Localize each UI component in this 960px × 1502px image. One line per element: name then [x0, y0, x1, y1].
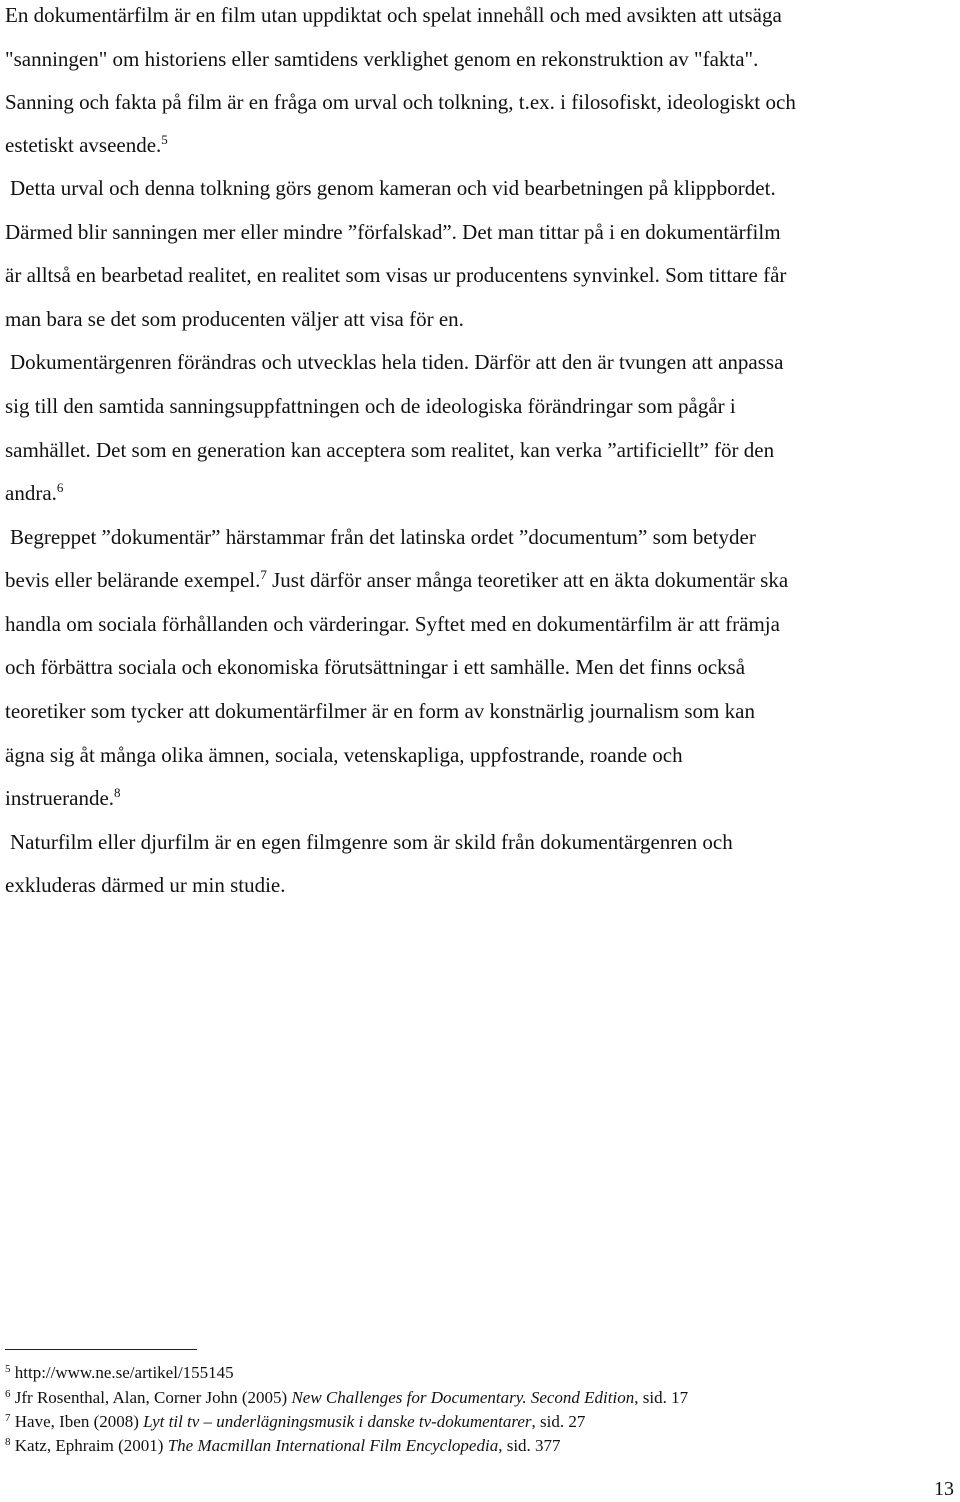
- body-line: samhället. Det som en generation kan acceptera som realitet, kan verka ”artificiellt” för den: [5, 438, 775, 462]
- body-line: exkluderas därmed ur min studie.: [5, 873, 286, 897]
- body-line: man bara se det som producenten väljer att visa för en.: [5, 307, 464, 331]
- body-line: instruerande.$^8$: [5, 785, 121, 810]
- body-line: Dokumentärgenren förändras och utvecklas hela tiden. Därför att den är tvungen att anpassa: [10, 350, 784, 374]
- body-line: "sanningen" om historiens eller samtidens verklighet genom en rekonstruktion av "fakta".: [5, 47, 759, 71]
- body-line: ägna sig åt många olika ämnen, sociala, vetenskapliga, uppfostrande, roande och: [5, 743, 683, 767]
- footnote-separator: [5, 1349, 197, 1350]
- body-line: sig till den samtida sanningsuppfattningen och de ideologiska förändringar som pågår i: [5, 394, 736, 418]
- body-line: Därmed blir sanningen mer eller mindre ”förfalskad”. Det man tittar på i en dokumentärfilm: [5, 220, 781, 244]
- page-number: 13: [934, 1478, 954, 1500]
- footnote-ref: 6: [56, 480, 64, 496]
- body-line: Begreppet ”dokumentär” härstammar från det latinska ordet ”documentum” som betyder: [10, 525, 756, 549]
- footnote: $^5$ http://www.ne.se/artikel/155145: [5, 1362, 234, 1382]
- body-line: handla om sociala förhållanden och värderingar. Syftet med en dokumentärfilm är att främja: [5, 612, 780, 636]
- body-line: är alltså en bearbetad realitet, en realitet som visas ur producentens synvinkel. Som tittare får: [5, 263, 787, 287]
- footnote-number: 6: [5, 1387, 11, 1400]
- body-line: En dokumentärfilm är en film utan uppdiktat och spelat innehåll och med avsikten att utsäga: [5, 3, 782, 27]
- footnote-title: New Challenges for Documentary. Second Edition: [291, 1388, 635, 1407]
- footnote-ref: 7: [260, 567, 267, 583]
- footnote-number: 7: [5, 1411, 11, 1424]
- footnote-number: 5: [5, 1362, 11, 1375]
- footnote-ref: 8: [114, 785, 121, 801]
- body-line: Naturfilm eller djurfilm är en egen filmgenre som är skild från dokumentärgenren och: [10, 830, 733, 854]
- footnote-ref: 5: [161, 132, 168, 148]
- body-line: och förbättra sociala och ekonomiska förutsättningar i ett samhälle. Men det finns också: [5, 655, 746, 679]
- footnote: $^6$ Jfr Rosenthal, Alan, Corner John (2005) New Challenges for Documentary. Second Edition, sid. 17: [5, 1387, 689, 1407]
- footnote-title: Lyt til tv – underlägningsmusik i danske tv-dokumentarer: [143, 1412, 532, 1431]
- footnote: $^7$ Have, Iben (2008) Lyt til tv – underlägningsmusik i danske tv-dokumentarer, sid. 27: [5, 1411, 586, 1431]
- body-line: Detta urval och denna tolkning görs genom kameran och vid bearbetningen på klippbordet.: [10, 176, 776, 200]
- footnote-title: The Macmillan International Film Encyclopedia,: [167, 1436, 503, 1455]
- footnote: $^8$ Katz, Ephraim (2001) The Macmillan International Film Encyclopedia, sid. 377: [5, 1435, 561, 1455]
- footnote-number: 8: [5, 1435, 11, 1448]
- body-line: teoretiker som tycker att dokumentärfilmer är en form av konstnärlig journalism som kan: [5, 699, 755, 723]
- body-line: estetiskt avseende.$^5$: [5, 132, 168, 157]
- body-line: andra.$^6$: [5, 480, 64, 505]
- body-line: Sanning och fakta på film är en fråga om urval och tolkning, t.ex. i filosofiskt, ideologiskt och: [5, 90, 796, 114]
- body-line: bevis eller belärande exempel.$^7$ Just därför anser många teoretiker att en äkta dokumentär ska: [5, 567, 789, 592]
